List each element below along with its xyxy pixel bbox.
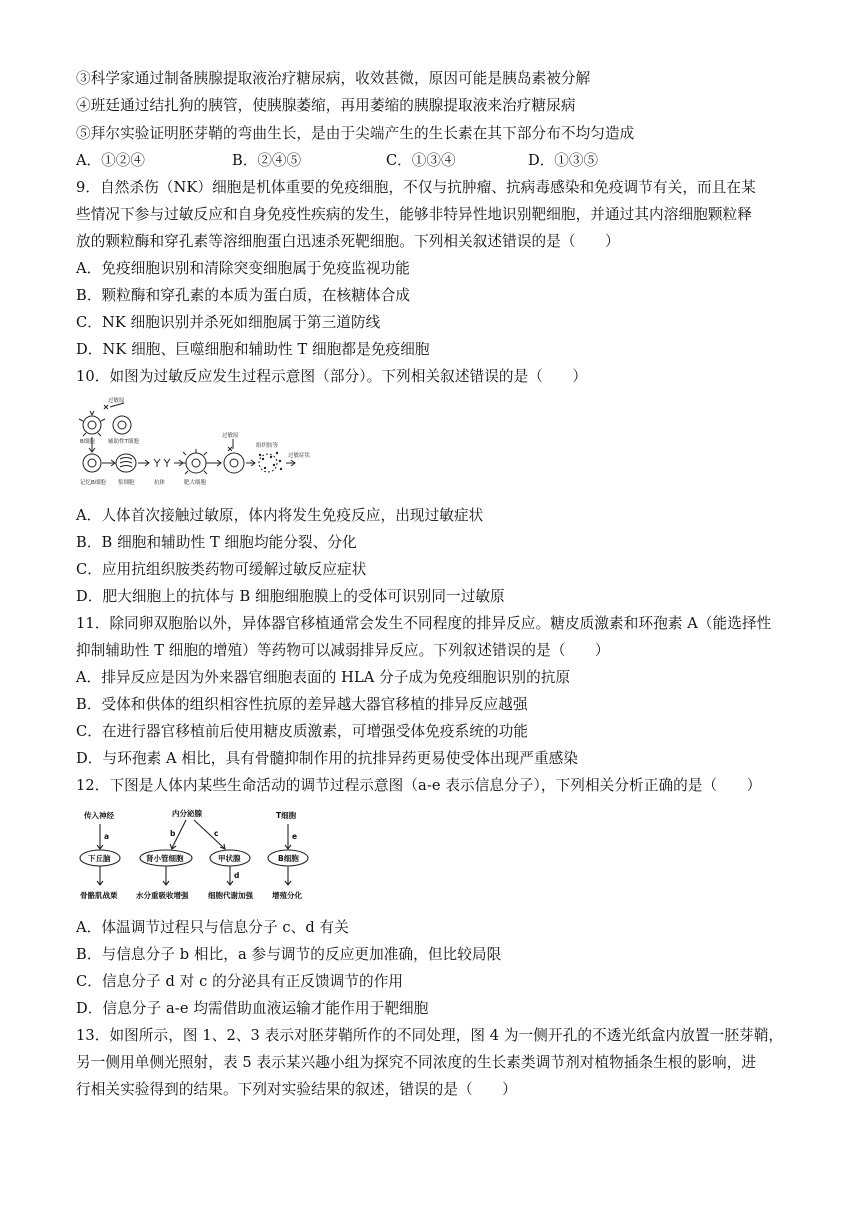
q9-option-b[interactable]: B．颗粒酶和穿孔素的本质为蛋白质，在核糖体合成 (76, 287, 411, 304)
fig10-label-allergen: 过敏原 (108, 398, 125, 404)
q11-stem-line-2: 抑制辅助性 T 细胞的增殖）等药物可以减弱排异反应。下列叙述错误的是（ ） (76, 642, 610, 659)
b-cell-shape (83, 416, 101, 434)
q11-option-a[interactable]: A．排异反应是因为外来器官细胞表面的 HLA 分子成为免疫细胞识别的抗原 (76, 669, 571, 686)
fig12-label-e: e (292, 832, 298, 841)
q8-option-a[interactable]: A．①②④ (76, 152, 145, 169)
q11-option-d[interactable]: D．与环孢素 A 相比，具有骨髓抑制作用的抗排异药更易使受体出现严重感染 (76, 750, 579, 767)
q12-option-b[interactable]: B．与信息分子 b 相比，a 参与调节的反应更加准确，但比较局限 (76, 946, 502, 963)
q12-stem: 12．下图是人体内某些生命活动的调节过程示意图（a-e 表示信息分子），下列相关分析正确的是（ ） (76, 777, 762, 794)
q9-option-c[interactable]: C．NK 细胞识别并杀死如细胞属于第三道防线 (76, 314, 381, 331)
q10-option-c[interactable]: C．应用抗组织胺类药物可缓解过敏反应症状 (76, 561, 367, 578)
q9-stem-line-1: 9．自然杀伤（NK）细胞是机体重要的免疫细胞，不仅与抗肿瘤、抗病毒感染和免疫调节有关，而且在某 (76, 179, 756, 196)
allergy-process-figure (78, 395, 310, 493)
fig10-label-mast: 肥大细胞 (184, 480, 207, 486)
q8-statement-4: ④班廷通过结扎狗的胰管，使胰腺萎缩，再用萎缩的胰腺提取液来治疗糖尿病 (76, 97, 576, 114)
plasma-cell-shape (116, 454, 136, 472)
fig12-label-r1: 骨骼肌战栗 (80, 891, 118, 900)
fig12-label-endocrine: 内分泌腺 (172, 809, 202, 818)
q12-option-c[interactable]: C．信息分子 d 对 c 的分泌具有正反馈调节的作用 (76, 973, 404, 990)
q10-option-a[interactable]: A．人体首次接触过敏原，体内将发生免疫反应，出现过敏症状 (76, 507, 484, 524)
q8-option-c[interactable]: C．①③④ (386, 152, 456, 169)
fig12-label-d: d (234, 871, 240, 880)
q9-option-d[interactable]: D．NK 细胞、巨噬细胞和辅助性 T 细胞都是免疫细胞 (76, 341, 430, 358)
fig12-label-a: a (104, 832, 110, 841)
fig10-label-antibody: 抗体 (154, 480, 166, 486)
q10-option-d[interactable]: D．肥大细胞上的抗体与 B 细胞细胞膜上的受体可识别同一过敏原 (76, 588, 505, 605)
q8-option-d[interactable]: D．①③⑤ (528, 152, 599, 169)
fig12-label-c: c (214, 829, 219, 838)
q9-stem-line-2: 些情况下参与过敏反应和自身免疫性疾病的发生，能够非特异性地识别靶细胞，并通过其内溶细胞颗粒释 (76, 206, 752, 223)
q13-stem-line-1: 13．如图所示，图 1、2、3 表示对胚芽鞘所作的不同处理，图 4 为一侧开孔的不透光纸盒内放置一胚芽鞘， (76, 1027, 784, 1044)
q8-option-b[interactable]: B．②④⑤ (232, 152, 302, 169)
q8-statement-3: ③科学家通过制备胰腺提取液治疗糖尿病，收效甚微，原因可能是胰岛素被分解 (76, 70, 591, 87)
q12-option-d[interactable]: D．信息分子 a-e 均需借助血液运输才能作用于靶细胞 (76, 1000, 429, 1017)
fig10-label-memory-b: 记忆B细胞 (80, 480, 106, 486)
degranulation-shape (259, 454, 277, 472)
fig12-label-bcell: B细胞 (278, 854, 299, 863)
fig12-label-r4: 增殖分化 (272, 891, 302, 900)
fig10-label-symptom: 过敏症状 (288, 453, 310, 459)
fig10-label-plasma: 浆细胞 (118, 480, 135, 486)
q8-options (76, 151, 796, 171)
q11-stem-line-1: 11．除同卵双胞胎以外，异体器官移植通常会发生不同程度的排异反应。糖皮质激素和环孢素 A（能选择性 (76, 615, 772, 632)
memory-b-shape (83, 454, 101, 472)
q10-option-b[interactable]: B．B 细胞和辅助性 T 细胞均能分裂、分化 (76, 534, 357, 551)
fig12-label-afferent: 传入神经 (84, 811, 114, 820)
fig10-label-helper-t: 辅助性T细胞 (108, 439, 139, 445)
mast-cell-shape (186, 453, 206, 473)
fig10-label-mediators: 组织胺等 (256, 443, 279, 449)
fig12-label-b: b (170, 829, 176, 838)
fig12-label-kidney: 肾小管细胞 (146, 854, 184, 863)
q11-option-b[interactable]: B．受体和供体的组织相容性抗原的差异越大器官移植的排异反应越强 (76, 696, 528, 713)
fig12-label-tcell: T细胞 (276, 811, 297, 820)
q8-statement-5: ⑤拜尔实验证明胚芽鞘的弯曲生长，是由于尖端产生的生长素在其下部分布不均匀造成 (76, 125, 635, 142)
antibody-shapes (154, 459, 170, 467)
fig12-label-hypothalamus: 下丘脑 (88, 854, 111, 863)
regulation-process-figure (76, 806, 326, 906)
fig10-label-bcell: B细胞 (80, 439, 95, 445)
q11-option-c[interactable]: C．在进行器官移植前后使用糖皮质激素，可增强受体免疫系统的功能 (76, 723, 529, 740)
q13-stem-line-3: 行相关实验得到的结果。下列对实验结果的叙述，错误的是（ ） (76, 1081, 517, 1098)
fig10-label-allergen-2: 过敏原 (222, 433, 239, 439)
q12-option-a[interactable]: A．体温调节过程只与信息分子 c、d 有关 (76, 919, 349, 936)
q9-stem-line-3: 放的颗粒酶和穿孔素等溶细胞蛋白迅速杀死靶细胞。下列相关叙述错误的是（ ） (76, 233, 620, 250)
q10-stem: 10．如图为过敏反应发生过程示意图（部分）。下列相关叙述错误的是（ ） (76, 368, 588, 385)
fig12-label-thyroid: 甲状腺 (218, 854, 241, 863)
fig12-label-r2: 水分重吸收增强 (136, 891, 189, 900)
fig12-label-r3: 细胞代谢加强 (208, 891, 253, 900)
q13-stem-line-2: 另一侧用单侧光照射，表 5 表示某兴趣小组为探究不同浓度的生长素类调节剂对植物插条生根的影响，进 (76, 1054, 757, 1071)
q9-option-a[interactable]: A．免疫细胞识别和清除突变细胞属于免疫监视功能 (76, 260, 410, 277)
helper-t-shape (113, 416, 131, 434)
